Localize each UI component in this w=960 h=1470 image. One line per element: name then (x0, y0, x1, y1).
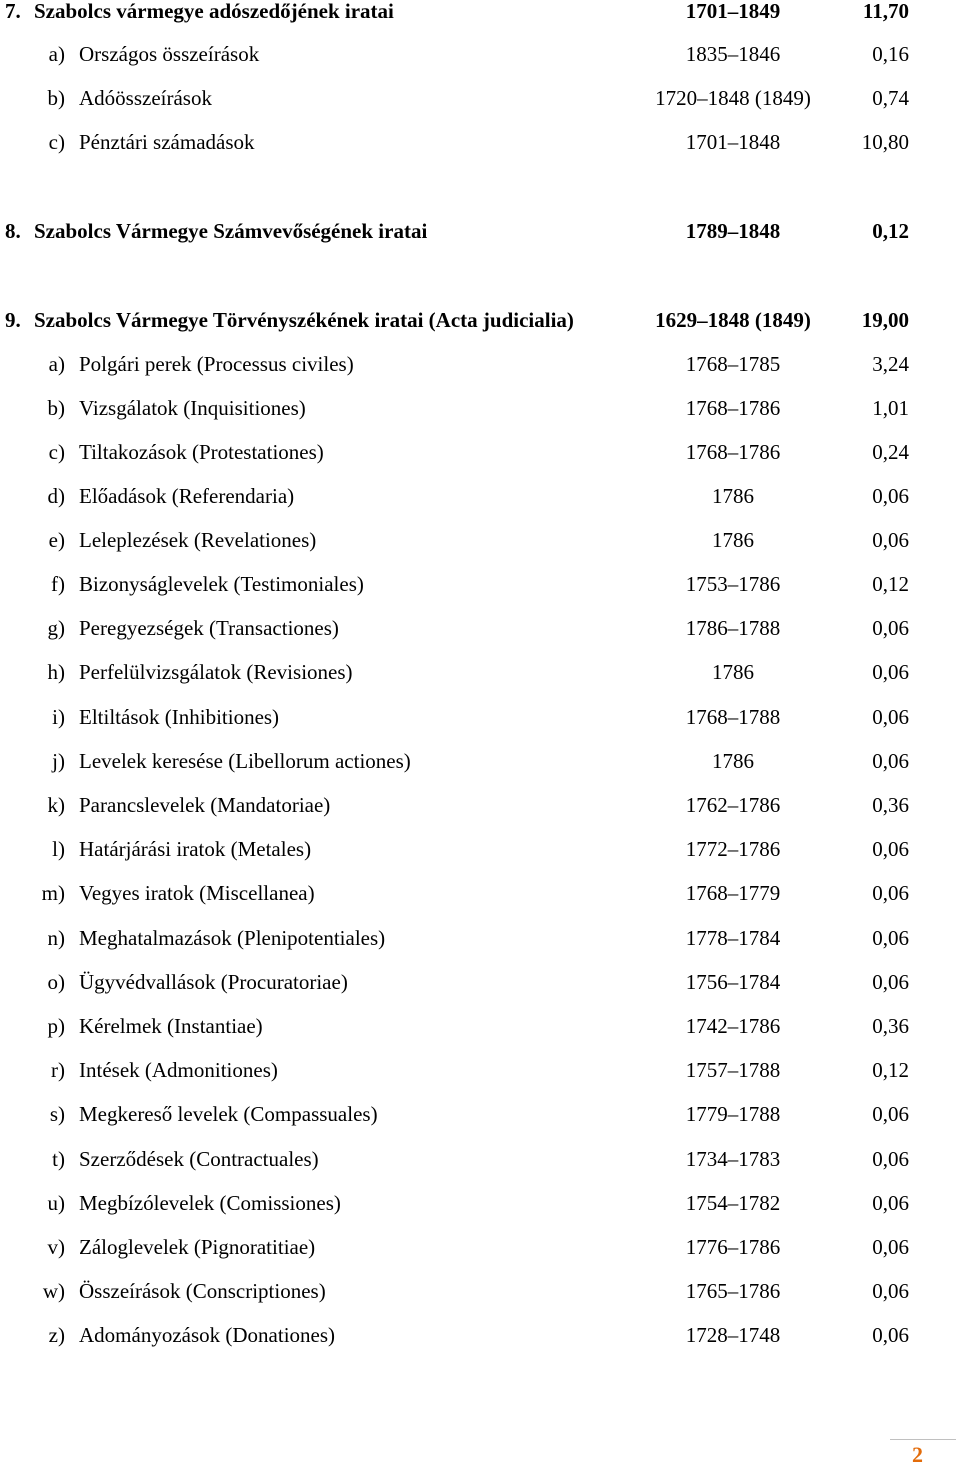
item-letter: l) (52, 837, 65, 861)
list-item (0, 613, 960, 643)
list-item (0, 1144, 960, 1174)
item-years: 1765–1786 (685, 1279, 781, 1303)
item-letter: b) (47, 86, 65, 110)
item-size: 0,06 (872, 1147, 909, 1171)
item-size: 0,06 (872, 837, 909, 861)
item-size: 0,06 (872, 616, 909, 640)
item-years: 1701–1848 (685, 130, 781, 154)
item-label: Adóösszeírások (79, 86, 212, 110)
item-letter: e) (48, 528, 65, 552)
item-size: 0,06 (872, 1102, 909, 1126)
item-size: 0,06 (872, 705, 909, 729)
item-label: Intések (Admonitiones) (79, 1058, 278, 1082)
item-size: 0,12 (872, 572, 909, 596)
list-item (0, 525, 960, 555)
item-label: Országos összeírások (79, 42, 260, 66)
item-letter: m) (41, 881, 65, 905)
section-title: Szabolcs Vármegye Számvevőségének iratai (34, 219, 428, 243)
section-title: Szabolcs vármegye adószedőjének iratai (34, 0, 394, 23)
item-size: 1,01 (872, 396, 909, 420)
list-item (0, 834, 960, 864)
item-letter: r) (51, 1058, 65, 1082)
item-years: 1786–1788 (685, 616, 781, 640)
item-label: Leleplezések (Revelationes) (79, 528, 317, 552)
item-letter: h) (47, 660, 65, 684)
item-label: Parancslevelek (Mandatoriae) (79, 793, 331, 817)
section-number: 8. (5, 219, 21, 243)
item-letter: t) (52, 1147, 65, 1171)
item-label: Bizonyságlevelek (Testimoniales) (79, 572, 364, 596)
section-years: 1701–1849 (685, 0, 781, 23)
item-letter: n) (47, 926, 65, 950)
item-label: Megkereső levelek (Compassuales) (79, 1102, 378, 1126)
item-label: Vegyes iratok (Miscellanea) (79, 881, 315, 905)
list-item (0, 657, 960, 687)
list-item (0, 481, 960, 511)
item-size: 0,36 (872, 793, 909, 817)
section-size: 11,70 (862, 0, 909, 23)
list-item (0, 437, 960, 467)
list-item (0, 1099, 960, 1129)
section-7-heading (0, 0, 960, 26)
list-item (0, 878, 960, 908)
item-size: 0,06 (872, 528, 909, 552)
item-letter: c) (48, 130, 65, 154)
item-years: 1768–1779 (685, 881, 781, 905)
item-letter: b) (47, 396, 65, 420)
item-letter: p) (47, 1014, 65, 1038)
item-size: 0,06 (872, 970, 909, 994)
item-years: 1835–1846 (685, 42, 781, 66)
item-label: Megbízólevelek (Comissiones) (79, 1191, 341, 1215)
page-number: 2 (912, 1442, 923, 1467)
item-years: 1778–1784 (685, 926, 781, 950)
item-letter: g) (47, 616, 65, 640)
item-label: Szerződések (Contractuales) (79, 1147, 319, 1171)
item-label: Ügyvédvallások (Procuratoriae) (79, 970, 348, 994)
list-item (0, 127, 960, 157)
item-size: 0,06 (872, 1279, 909, 1303)
item-size: 0,24 (872, 440, 909, 464)
item-label: Tiltakozások (Protestationes) (79, 440, 324, 464)
list-item (0, 1188, 960, 1218)
item-size: 0,36 (872, 1014, 909, 1038)
list-item (0, 569, 960, 599)
item-label: Eltiltások (Inhibitiones) (79, 705, 280, 729)
item-years: 1720–1848 (1849) (655, 86, 811, 110)
item-letter: a) (48, 352, 65, 376)
list-item (0, 39, 960, 69)
item-years: 1768–1786 (685, 440, 781, 464)
footer-divider (890, 1439, 956, 1440)
item-years: 1768–1785 (685, 352, 781, 376)
item-years: 1754–1782 (685, 1191, 781, 1215)
item-years: 1786 (712, 484, 754, 508)
item-size: 0,06 (872, 1323, 909, 1347)
list-item (0, 790, 960, 820)
item-label: Adományozások (Donationes) (79, 1323, 336, 1347)
item-letter: v) (47, 1235, 65, 1259)
item-size: 0,06 (872, 926, 909, 950)
section-8-heading (0, 216, 960, 246)
item-size: 0,06 (872, 484, 909, 508)
item-label: Levelek keresése (Libellorum actiones) (79, 749, 411, 773)
item-years: 1753–1786 (685, 572, 781, 596)
list-item (0, 967, 960, 997)
item-label: Polgári perek (Processus civiles) (79, 352, 354, 376)
item-size: 0,12 (872, 1058, 909, 1082)
item-letter: a) (48, 42, 65, 66)
item-years: 1786 (712, 749, 754, 773)
list-item (0, 393, 960, 423)
item-label: Határjárási iratok (Metales) (79, 837, 312, 861)
item-label: Vizsgálatok (Inquisitiones) (79, 396, 306, 420)
item-label: Pénztári számadások (79, 130, 255, 154)
item-years: 1742–1786 (685, 1014, 781, 1038)
item-letter: f) (51, 572, 65, 596)
item-size: 3,24 (872, 352, 909, 376)
list-item (0, 1232, 960, 1262)
item-years: 1786 (712, 660, 754, 684)
section-9-heading (0, 305, 960, 335)
item-letter: w) (42, 1279, 65, 1303)
item-letter: i) (52, 705, 65, 729)
item-letter: c) (48, 440, 65, 464)
item-label: Perfelülvizsgálatok (Revisiones) (79, 660, 353, 684)
item-letter: s) (49, 1102, 65, 1126)
item-size: 0,06 (872, 660, 909, 684)
section-size: 19,00 (861, 308, 909, 332)
item-years: 1772–1786 (685, 837, 781, 861)
item-years: 1779–1788 (685, 1102, 781, 1126)
item-size: 0,06 (872, 1191, 909, 1215)
list-item (0, 1011, 960, 1041)
item-letter: k) (47, 793, 65, 817)
list-item (0, 1320, 960, 1350)
list-item (0, 702, 960, 732)
item-label: Előadások (Referendaria) (79, 484, 295, 508)
item-letter: z) (48, 1323, 65, 1347)
item-label: Peregyezségek (Transactiones) (79, 616, 339, 640)
item-label: Meghatalmazások (Plenipotentiales) (79, 926, 386, 950)
item-size: 10,80 (861, 130, 909, 154)
section-title: Szabolcs Vármegye Törvényszékének iratai (Acta judicialia) (34, 308, 574, 332)
item-letter: o) (47, 970, 65, 994)
section-years: 1629–1848 (1849) (655, 308, 811, 332)
item-years: 1768–1786 (685, 396, 781, 420)
section-years: 1789–1848 (685, 219, 781, 243)
item-size: 0,74 (872, 86, 909, 110)
list-item (0, 83, 960, 113)
section-size: 0,12 (872, 219, 909, 243)
item-years: 1776–1786 (685, 1235, 781, 1259)
item-size: 0,06 (872, 881, 909, 905)
item-letter: j) (52, 749, 65, 773)
list-item (0, 923, 960, 953)
list-item (0, 349, 960, 379)
item-years: 1757–1788 (685, 1058, 781, 1082)
item-years: 1728–1748 (685, 1323, 781, 1347)
item-label: Összeírások (Conscriptiones) (79, 1279, 326, 1303)
item-years: 1786 (712, 528, 754, 552)
item-label: Záloglevelek (Pignoratitiae) (79, 1235, 316, 1259)
item-letter: d) (47, 484, 65, 508)
list-item (0, 1055, 960, 1085)
item-label: Kérelmek (Instantiae) (79, 1014, 263, 1038)
section-number: 7. (5, 0, 21, 23)
item-size: 0,16 (872, 42, 909, 66)
item-years: 1734–1783 (685, 1147, 781, 1171)
section-number: 9. (5, 308, 21, 332)
item-letter: u) (47, 1191, 65, 1215)
item-years: 1762–1786 (685, 793, 781, 817)
list-item (0, 1276, 960, 1306)
item-years: 1768–1788 (685, 705, 781, 729)
item-years: 1756–1784 (685, 970, 781, 994)
item-size: 0,06 (872, 1235, 909, 1259)
item-size: 0,06 (872, 749, 909, 773)
list-item (0, 746, 960, 776)
